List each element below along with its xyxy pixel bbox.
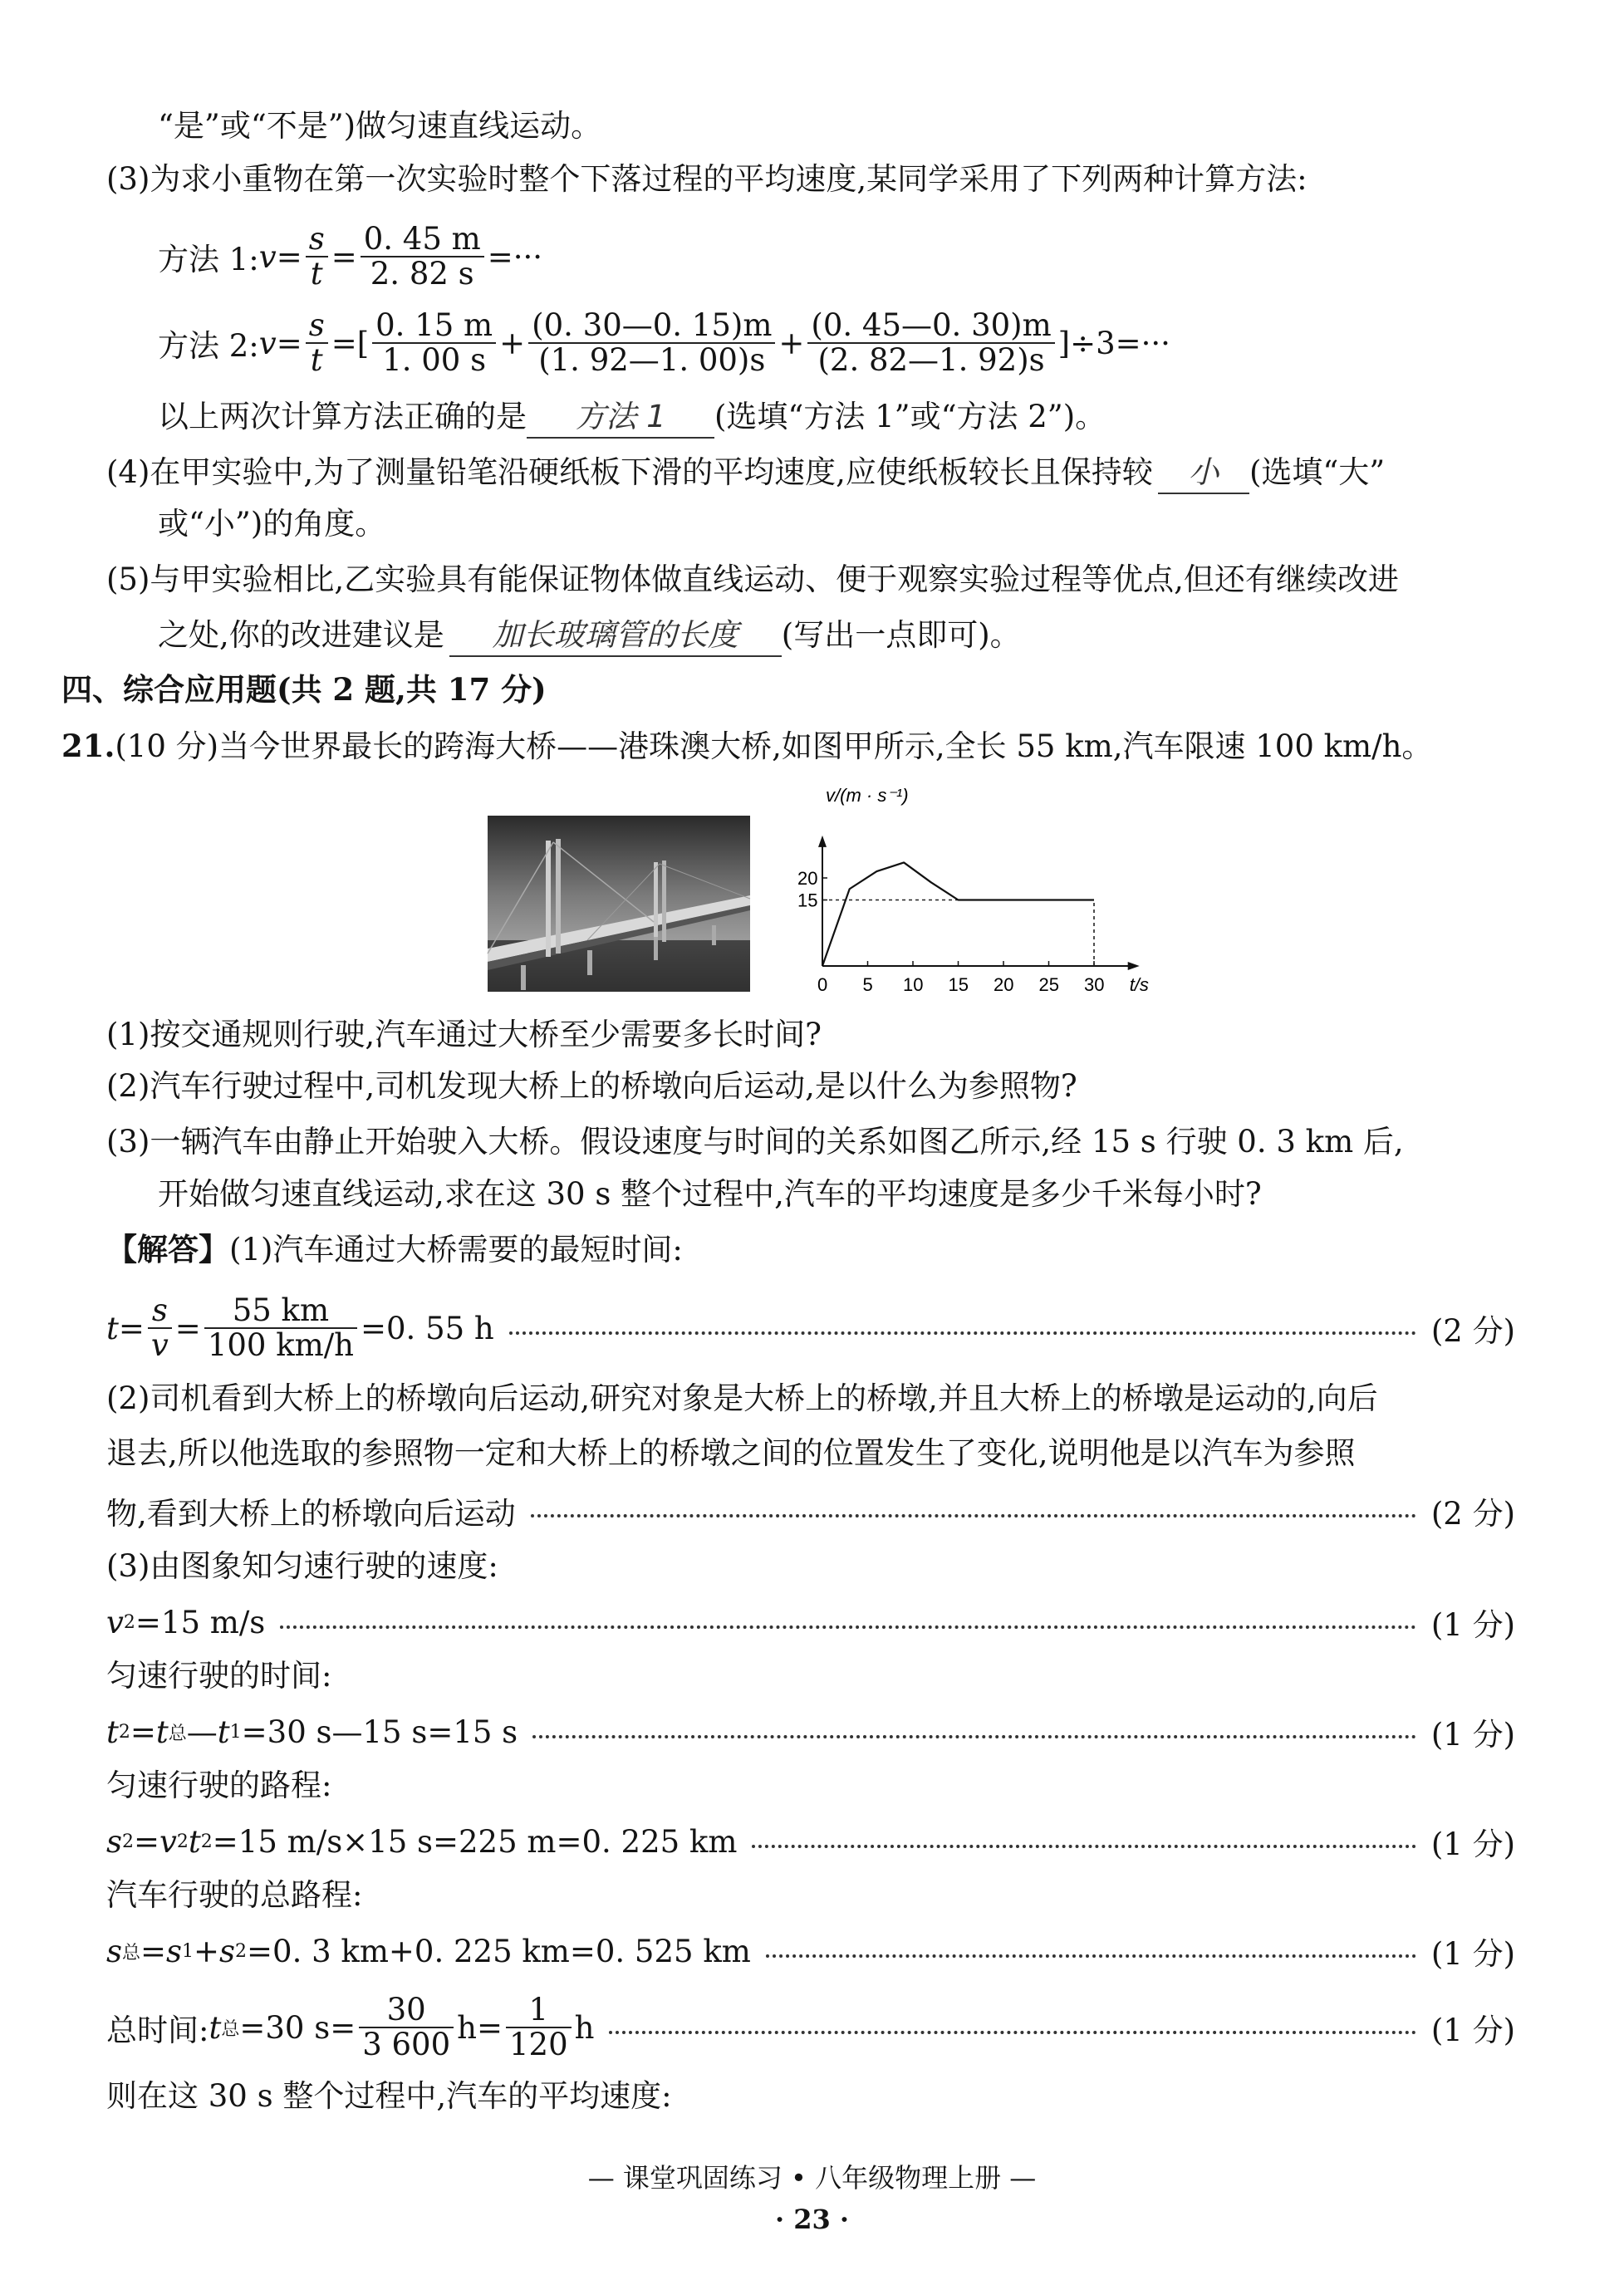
prompt-text: (4)在甲实验中,为了测量铅笔沿硬纸板下滑的平均速度,应使纸板较长且保持较 — [106, 454, 1153, 490]
equals: = — [134, 1823, 160, 1860]
x-tick-label: 0 — [817, 974, 828, 995]
method2-formula — [158, 309, 1170, 377]
solution-3: (3)由图象知匀速行驶的速度: — [106, 1548, 498, 1584]
hint-text: (写出一点即可)。 — [781, 617, 1021, 653]
var-s: s — [166, 1933, 183, 1969]
result: =0. 55 h — [361, 1310, 494, 1346]
solution-2a: (2)司机看到大桥上的桥墩向后运动,研究对象是大桥上的桥墩,并且大桥上的桥墩是运动的,向后 — [106, 1380, 1378, 1416]
leader-dots — [766, 1954, 1416, 1958]
leader-dots — [609, 2031, 1415, 2034]
close-bracket: ]÷3=··· — [1057, 325, 1170, 361]
eq-s2 — [106, 1819, 1515, 1864]
equals: = — [331, 238, 357, 275]
subscript: 总 — [168, 1723, 187, 1744]
section-heading: 四、综合应用题(共 2 题,共 17 分) — [61, 671, 547, 708]
equals: = — [118, 1310, 145, 1346]
plus: + — [499, 325, 526, 361]
score: (1 分) — [1430, 2013, 1515, 2048]
q21-part3: (3)一辆汽车由静止开始驶入大桥。假设速度与时间的关系如图乙所示,经 15 s 行驶 0. 3 km 后, — [106, 1124, 1404, 1160]
equals: = — [130, 1714, 156, 1750]
var-v: v — [258, 238, 277, 275]
y-axis-arrow — [818, 836, 827, 847]
x-axis-label: t/s — [1129, 974, 1149, 995]
fraction-s-v: $\frac{s}{v}$ — [148, 1294, 172, 1362]
solution-text: 物,看到大桥上的桥墩向后运动 — [106, 1496, 516, 1532]
leader-dots — [752, 1845, 1415, 1848]
x-axis-arrow — [1128, 962, 1140, 970]
method1-label: 方法 1: — [158, 242, 259, 277]
score: (1 分) — [1430, 1936, 1515, 1972]
fraction-1-120: $\frac{1}{120}$ — [506, 1993, 572, 2062]
question-text: (10 分)当今世界最长的跨海大桥——港珠澳大桥,如图甲所示,全长 55 km,汽车限速 100 km/h。 — [115, 728, 1433, 764]
score: (1 分) — [1430, 1717, 1515, 1753]
velocity-time-chart — [797, 777, 1149, 1005]
q21-part3-cont: 开始做匀速直线运动,求在这 30 s 整个过程中,汽车的平均速度是多少千米每小时? — [158, 1176, 1262, 1212]
equals: h= — [457, 2009, 503, 2046]
question-number: 21. — [61, 728, 115, 764]
var-t: t — [106, 1714, 119, 1750]
solution-2c — [106, 1488, 1515, 1533]
bridge-photo — [488, 816, 750, 992]
x-tick-label: 15 — [948, 974, 969, 995]
answer-suggestion: 加长玻璃管的长度 — [449, 615, 782, 657]
fraction-values: $\frac{0. 45 m}{2. 82 s}$ — [361, 223, 484, 291]
score: (2 分) — [1430, 1496, 1515, 1532]
leader-dots — [532, 1735, 1416, 1738]
velocity-curve — [822, 862, 1094, 966]
q21-part1: (1)按交通规则行驶,汽车通过大桥至少需要多长时间? — [106, 1017, 822, 1052]
score: (1 分) — [1430, 1607, 1515, 1643]
plus: + — [778, 325, 805, 361]
q20-part5: (5)与甲实验相比,乙实验具有能保证物体做直线运动、便于观察实验过程等优点,但还有继续改进 — [106, 561, 1399, 597]
var-t: t — [106, 1310, 119, 1346]
subscript: 总 — [221, 2018, 240, 2040]
q20-part4 — [106, 453, 1385, 494]
q21-stem — [61, 726, 1432, 767]
q20-answer-line — [158, 397, 1106, 439]
leader-dots — [531, 1514, 1416, 1517]
fraction-30-3600: $\frac{30}{3 600}$ — [359, 1993, 454, 2062]
subscript: 2 — [176, 1831, 189, 1852]
score: (2 分) — [1430, 1313, 1515, 1349]
result: =15 m/s×15 s=225 m=0. 225 km — [212, 1823, 738, 1860]
var-s: s — [219, 1933, 236, 1969]
answer-method: 方法 1 — [527, 397, 714, 439]
subscript: 2 — [123, 1611, 135, 1633]
q21-part2: (2)汽车行驶过程中,司机发现大桥上的桥墩向后运动,是以什么为参照物? — [106, 1068, 1077, 1104]
solution-7: 则在这 30 s 整个过程中,汽车的平均速度: — [106, 2078, 672, 2114]
hint-text: (选填“方法 1”或“方法 2”)。 — [714, 399, 1106, 434]
var-v: v — [159, 1823, 177, 1860]
fraction-values: $\frac{55 km}{100 km/h}$ — [204, 1294, 357, 1362]
var-v: v — [106, 1604, 124, 1640]
eq-t-total — [106, 1993, 1515, 2062]
solution-4: 匀速行驶的时间: — [106, 1658, 332, 1694]
equals: = — [276, 238, 302, 275]
equals: = — [174, 1310, 201, 1346]
var-t: t — [217, 1714, 230, 1750]
label: 总时间: — [106, 2013, 209, 2048]
subscript: 2 — [200, 1831, 213, 1852]
y-axis-label: v/(m · s⁻¹) — [826, 785, 909, 806]
fraction-1: $\frac{0. 15 m}{1. 00 s}$ — [372, 309, 496, 377]
subscript: 总 — [122, 1942, 141, 1964]
q20-part4-cont: 或“小”)的角度。 — [158, 506, 386, 542]
q20-line1: “是”或“不是”)做匀速直线运动。 — [158, 108, 602, 144]
solution-text: (1)汽车通过大桥需要的最短时间: — [229, 1232, 683, 1267]
equals: =30 s= — [239, 2009, 356, 2046]
open-bracket: =[ — [331, 325, 370, 361]
minus: — — [186, 1714, 218, 1750]
solution-label: 【解答】 — [106, 1231, 229, 1267]
subscript: 1 — [182, 1940, 194, 1962]
prompt-text: 以上两次计算方法正确的是 — [158, 399, 527, 434]
subscript: 1 — [229, 1721, 242, 1743]
var-t: t — [155, 1714, 169, 1750]
var-t: t — [209, 2009, 222, 2046]
y-tick-label: 15 — [797, 890, 818, 911]
equals: = — [140, 1933, 167, 1969]
q20-part5-cont — [158, 615, 1021, 657]
solution-intro — [106, 1229, 683, 1270]
page-number: · 23 · — [774, 2204, 850, 2235]
x-tick-label: 20 — [994, 974, 1014, 995]
eq-v2 — [106, 1600, 1515, 1645]
x-tick-label: 25 — [1038, 974, 1059, 995]
fraction-s-t: $\frac{s}{t}$ — [306, 309, 328, 377]
solution-5: 匀速行驶的路程: — [106, 1768, 332, 1803]
var-s: s — [106, 1823, 122, 1860]
fraction-3: $\frac{(0. 45—0. 30)m}{(2. 82—1. 92)s}$ — [807, 309, 1054, 377]
var-s: s — [106, 1933, 122, 1969]
var-t: t — [188, 1823, 201, 1860]
subscript: 2 — [118, 1721, 130, 1743]
eq-time — [106, 1294, 1515, 1362]
leader-dots — [280, 1625, 1416, 1629]
score: (1 分) — [1430, 1826, 1515, 1862]
result: =15 m/s — [135, 1604, 266, 1640]
result: =0. 3 km+0. 225 km=0. 525 km — [247, 1933, 751, 1969]
leader-dots — [509, 1331, 1416, 1335]
solution-2b: 退去,所以他选取的参照物一定和大桥上的桥墩之间的位置发生了变化,说明他是以汽车为参照 — [106, 1435, 1356, 1471]
equals: = — [276, 325, 302, 361]
footer-book: — 课堂巩固练习 • 八年级物理上册 — — [587, 2162, 1037, 2194]
plus: + — [194, 1933, 220, 1969]
q20-part3: (3)为求小重物在第一次实验时整个下落过程的平均速度,某同学采用了下列两种计算方法: — [106, 161, 1308, 197]
method2-label: 方法 2: — [158, 328, 259, 364]
y-tick-label: 20 — [797, 868, 818, 889]
eq-s-total — [106, 1929, 1515, 1973]
fraction-2: $\frac{(0. 30—0. 15)m}{(1. 92—1. 00)s}$ — [528, 309, 775, 377]
method1-formula — [158, 223, 542, 291]
prompt-text: 之处,你的改进建议是 — [158, 617, 444, 653]
x-tick-label: 10 — [903, 974, 924, 995]
result: =30 s—15 s=15 s — [241, 1714, 518, 1750]
x-tick-label: 5 — [862, 974, 873, 995]
solution-6: 汽车行驶的总路程: — [106, 1877, 363, 1913]
var-v: v — [258, 325, 277, 361]
fraction-s-t: $\frac{s}{t}$ — [306, 223, 328, 291]
subscript: 2 — [235, 1940, 248, 1962]
answer-angle: 小 — [1158, 453, 1249, 494]
eq-t2 — [106, 1709, 1515, 1754]
x-tick-label: 30 — [1084, 974, 1105, 995]
subscript: 2 — [122, 1831, 134, 1852]
unit: h — [574, 2009, 595, 2046]
hint-text: (选填“大” — [1249, 454, 1386, 490]
ellipsis: =··· — [487, 238, 543, 275]
